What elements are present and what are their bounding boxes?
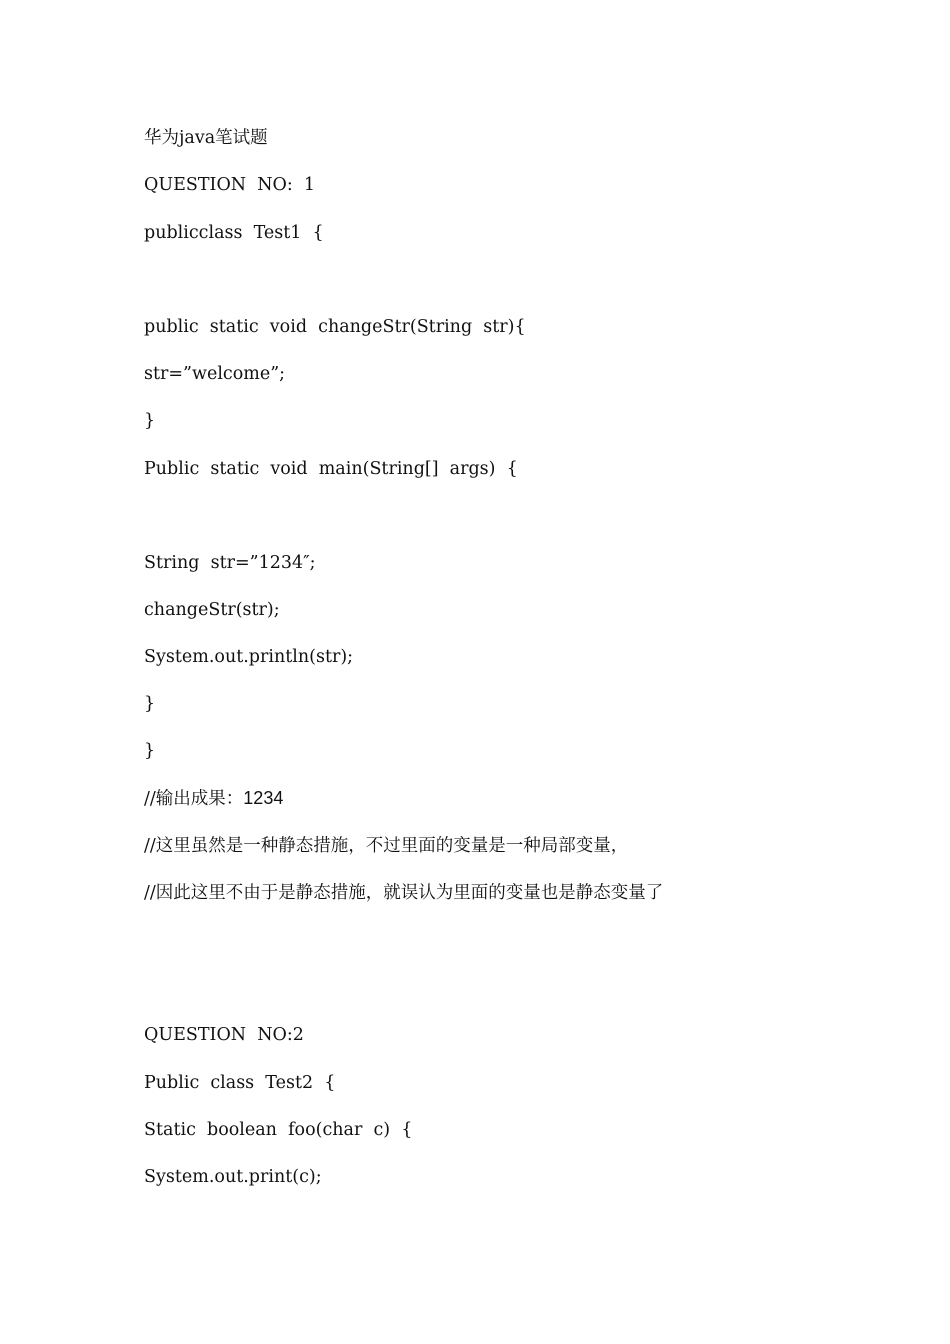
output-comment bbox=[144, 785, 283, 811]
code-line-print: System.out.println(str); bbox=[144, 647, 354, 667]
code-line-close-main: } bbox=[144, 694, 156, 714]
code-line-method-decl-2: Static boolean foo(char c) { bbox=[144, 1120, 413, 1140]
code-line-print-2: System.out.print(c); bbox=[144, 1167, 322, 1187]
code-line-method-decl: public static void changeStr(String str){ bbox=[144, 317, 526, 337]
document-title: 华为java笔试题 bbox=[144, 128, 268, 148]
code-line-class-decl: publicclass Test1 { bbox=[144, 223, 324, 243]
code-line-close-class: } bbox=[144, 741, 156, 761]
comment-note-2: //因此这里不由于是静态措施，就误认为里面的变量也是静态变量了 bbox=[144, 883, 664, 903]
code-line-str-decl: String str=”1234″; bbox=[144, 553, 316, 573]
code-line-assign: str=”welcome”; bbox=[144, 364, 286, 384]
code-line-class-decl-2: Public class Test2 { bbox=[144, 1073, 336, 1093]
output-comment-prefix: //输出成果： bbox=[144, 789, 244, 809]
code-line-close-method: } bbox=[144, 411, 156, 431]
code-line-call: changeStr(str); bbox=[144, 600, 280, 620]
output-comment-value: 1234 bbox=[243, 788, 284, 808]
question-1-heading: QUESTION NO: 1 bbox=[144, 175, 316, 195]
comment-note-1: //这里虽然是一种静态措施，不过里面的变量是一种局部变量， bbox=[144, 836, 629, 856]
question-2-heading: QUESTION NO:2 bbox=[144, 1025, 304, 1045]
code-line-main-decl: Public static void main(String[] args) { bbox=[144, 459, 518, 479]
